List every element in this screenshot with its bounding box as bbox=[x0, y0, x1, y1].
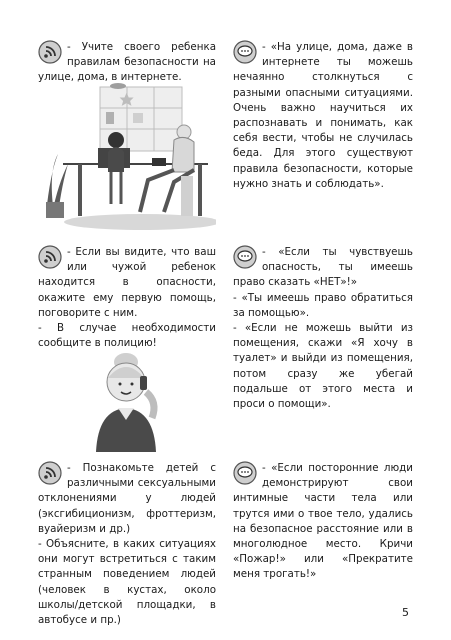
speech-bubble-icon bbox=[233, 40, 257, 64]
child-advice-block-2 bbox=[233, 245, 413, 412]
child-advice-block-1 bbox=[233, 40, 413, 192]
page-number: 5 bbox=[402, 606, 409, 619]
tip-block-1 bbox=[38, 40, 216, 86]
tip-paragraph: - Если вы видите, что ваш или чужой ребенок находится в опасности, окажите ему первую помощь, поговорите с ним. bbox=[38, 246, 216, 319]
advice-paragraph: - «Если посторонние люди демонстрируют свои интимные части тела или трутся ими о твое тело, удались на безопасное расстояние или в многолюдное место. Кричи «Пожар!» или «Прекратите меня трогать!» bbox=[233, 462, 413, 581]
speech-bubble-icon bbox=[233, 245, 257, 269]
advice-paragraph: - «Если ты чувствуешь опасность, ты имеешь право сказать «НЕТ»!» bbox=[233, 246, 413, 289]
child-advice-block-3 bbox=[233, 461, 413, 583]
wifi-rss-icon bbox=[38, 461, 62, 485]
tip-paragraph: - Учите своего ребенка правилам безопасности на улице, дома, в интернете. bbox=[38, 41, 216, 84]
tip-block-2 bbox=[38, 245, 216, 351]
advice-paragraph: - «Ты имеешь право обратиться за помощью». bbox=[233, 291, 413, 319]
advice-paragraph: - «На улице, дома, даже в интернете ты можешь нечаянно столкнуться с разными опасными ситуациями. Очень важно научиться их распознавать и понимать, как себя вести, чтобы не случилась беда. Для этого существуют правила безопасности, которые нужно знать и соблюдать». bbox=[233, 41, 413, 190]
advice-paragraph: - «Если не можешь выйти из помещения, скажи «Я хочу в туалет» и выйди из помещения, потом сразу же убегай подальше от этого места и проси о помощи». bbox=[233, 322, 413, 411]
tip-paragraph: - Объясните, в каких ситуациях они могут встретиться с таким странным поведением людей (человек в кустах, около школы/детской площадки, в автобусе и пр.) bbox=[38, 538, 216, 627]
tip-paragraph: - Познакомьте детей с различными сексуальными отклонениями у людей (эксгибиционизм, фроттеризм, вуайеризм и др.) bbox=[38, 462, 216, 535]
wifi-rss-icon bbox=[38, 245, 62, 269]
woman-on-phone-illustration bbox=[88, 352, 168, 452]
tip-paragraph: - В случае необходимости сообщите в полицию! bbox=[38, 322, 216, 350]
family-desk-illustration bbox=[38, 82, 216, 232]
wifi-rss-icon bbox=[38, 40, 62, 64]
speech-bubble-icon bbox=[233, 461, 257, 485]
tip-block-3 bbox=[38, 461, 216, 628]
